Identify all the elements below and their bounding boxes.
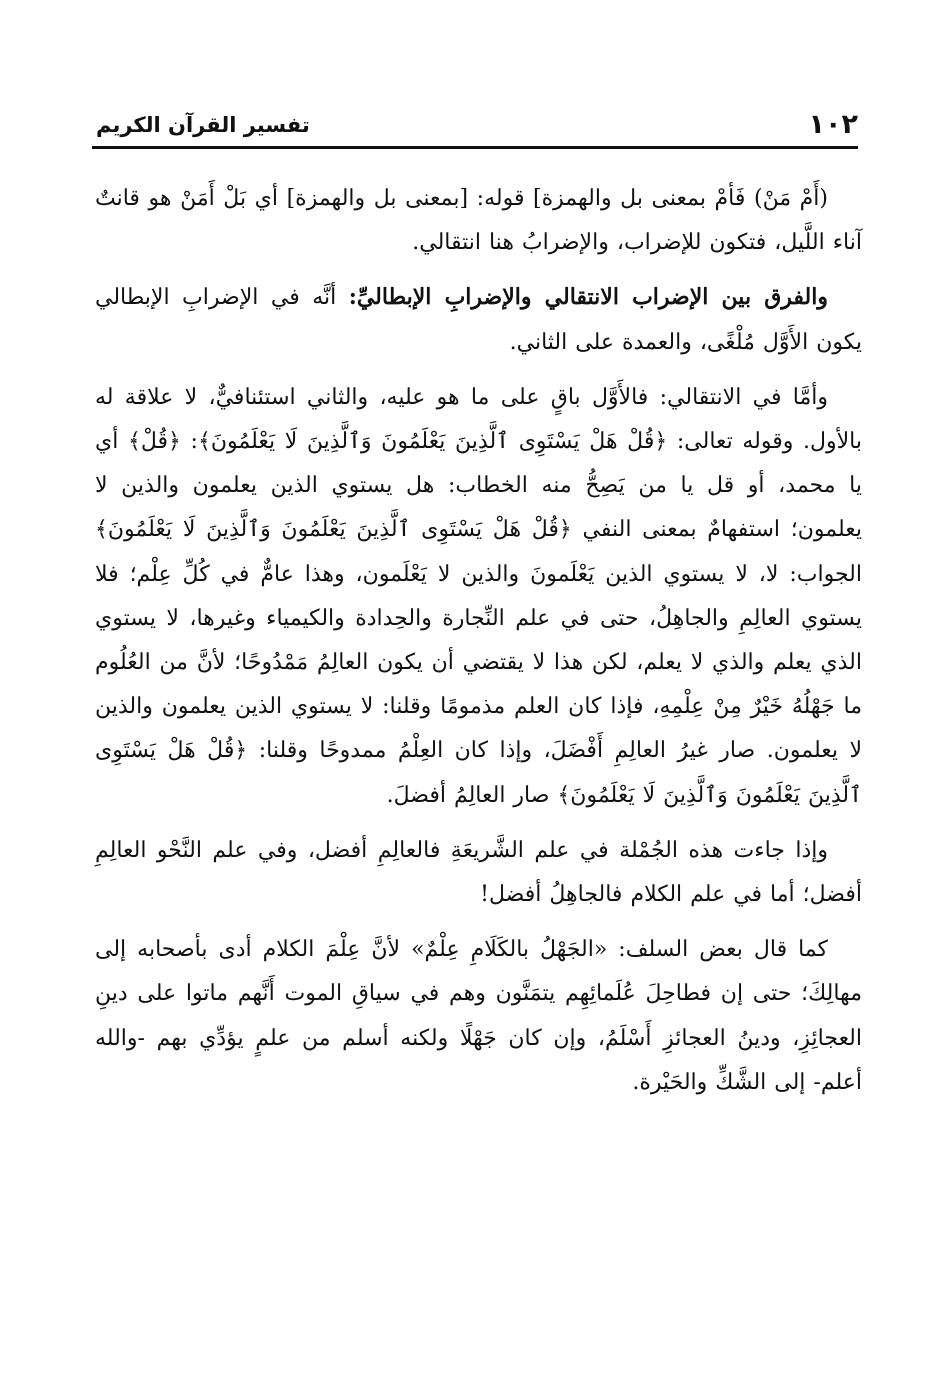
paragraph-text: أنَّه في الإضرابِ الإبطالي يكون الأَوَّل مُلْغًى، والعمدة على الثاني.	[95, 285, 862, 355]
paragraph-text: كما قال بعض السلف: «الجَهْلُ بالكَلَامِ عِلْمٌ» لأنَّ عِلْمَ الكلام أدى بأصحابه إلى مهالِكَ؛ حتى إن فطاحِلَ عُلَمائِهِم يتمَنَّون وهم في سياقِ الموت أَنَّهم ماتوا على دينِ العجائِزِ، ودينُ العجائزِ أَسْلَمُ، وإن كان جَهْلًا ولكنه أسلم من علمٍ يؤدِّي بهم -والله أعلم- إلى الشَّكِّ والحَيْرة.	[95, 937, 862, 1095]
page-body	[95, 176, 862, 1115]
paragraph-5	[95, 927, 862, 1105]
paragraph-3	[95, 375, 862, 818]
paragraph-2	[95, 275, 862, 364]
paragraph-text: (أَمْ مَنْ) فَأمْ بمعنى بل والهمزة] قوله: [بمعنى بل والهمزة] أي بَلْ أَمَنْ هو قانتٌ آناء اللَّيل، فتكون للإضراب، والإضرابُ هنا انتقالي.	[95, 186, 862, 256]
running-title: تفسير القرآن الكريم	[96, 113, 310, 137]
header-divider	[92, 146, 858, 149]
page-number: ١٠٢	[808, 109, 858, 140]
paragraph-4	[95, 828, 862, 917]
paragraph-text: وإذا جاءت هذه الجُمْلة في علم الشَّريعَةِ فالعالِمِ أفضل، وفي علم النَّحْو العالِمِ أفضل؛ أما في علم الكلام فالجاهِلُ أفضل!	[95, 837, 862, 908]
page-header	[92, 108, 858, 148]
paragraph-text: وأمَّا في الانتقالي: فالأَوَّل باقٍ على ما هو عليه، والثاني استئنافيٌّ، لا علاقة له بالأول. وقوله تعالى: ﴿قُلْ هَلْ يَسْتَوِى ٱلَّذِينَ يَعْلَمُونَ وَٱلَّذِينَ لَا يَعْلَمُونَ﴾: ﴿قُلْ﴾ أي يا محمد، أو قل يا من يَصِحُّ منه الخطاب: هل يستوي الذين يعلمون والذين لا يعلمون؛ استفهامٌ بمعنى النفي ﴿قُلْ هَلْ يَسْتَوِى ٱلَّذِينَ يَعْلَمُونَ وَٱلَّذِينَ لَا يَعْلَمُونَ﴾ الجواب: لا، لا يستوي الذين يَعْلَمونَ والذين لا يَعْلَمون، وهذا عامٌّ في كُلِّ عِلْم؛ فلا يستوي العالِمِ والجاهِلُ، حتى في علم النِّجارة والحِدادة والكيمياء وغيرها، لا يستوي الذي يعلم والذي لا يعلم، لكن هذا لا يقتضي أن يكون العالِمُ مَمْدُوحًا؛ لأنَّ من العُلُوم ما جَهْلُهُ خَيْرٌ مِنْ عِلْمِهِ، فإذا كان العلم مذمومًا وقلنا: لا يستوي الذين يعلمون والذين لا يعلمون. صار غيرُ العالِمِ أَفْضَلَ، وإذا كان العِلْمُ ممدوحًا وقلنا: ﴿قُلْ هَلْ يَسْتَوِى ٱلَّذِينَ يَعْلَمُونَ وَٱلَّذِينَ لَا يَعْلَمُونَ﴾ صار العالِمُ أفضلَ.	[95, 384, 862, 808]
paragraph-lead: والفرق بين الإضراب الانتقالي والإضرابِ الإبطاليِّ:	[348, 284, 828, 311]
paragraph-1	[95, 176, 862, 265]
